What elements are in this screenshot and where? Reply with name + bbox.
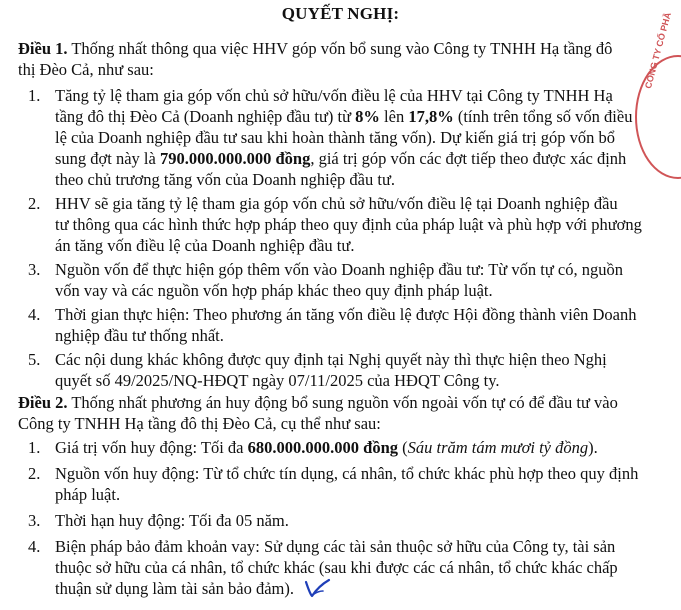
article-1-item-4-line-2: nghiệp đầu tư thống nhất. [55, 326, 224, 345]
list-number: 5. [28, 350, 41, 369]
list-number: 2. [28, 464, 41, 483]
list-number: 4. [28, 305, 41, 324]
stamp-text: CÔNG TY CỔ PHẦ [643, 11, 673, 90]
document-title: QUYẾT NGHỊ: [281, 4, 400, 23]
article-2-item-4-line-2: thuộc sở hữu của cá nhân, tổ chức khác (sau khi được các cá nhân, tổ chức khác chấp [55, 558, 618, 577]
article-2-intro-line-2: Công ty TNHH Hạ tầng đô thị Đèo Cả, cụ thể như sau: [18, 414, 381, 433]
article-1-label: Điều 1. [18, 39, 68, 58]
article-1-item-2-line-2: tư thông qua các hình thức hợp pháp theo quy định của pháp luật và phù hợp với phương [55, 215, 642, 234]
article-1-item-2-line-3: án tăng vốn điều lệ của Doanh nghiệp đầu tư. [55, 236, 355, 255]
article-2-item-1-line-1: Giá trị vốn huy động: Tối đa 680.000.000.000 đồng (Sáu trăm tám mươi tỷ đồng). [55, 438, 598, 457]
article-2-item-3-line-1: Thời hạn huy động: Tối đa 05 năm. [55, 511, 289, 530]
article-1-intro-line-1: Điều 1. Thống nhất thông qua việc HHV góp vốn bổ sung vào Công ty TNHH Hạ tầng đô [18, 39, 613, 58]
article-1-item-1-line-2: tầng đô thị Đèo Cả (Doanh nghiệp đầu tư) từ 8% lên 17,8% (tính trên tổng số vốn điều [55, 107, 633, 126]
article-1-item-3-line-1: Nguồn vốn để thực hiện góp thêm vốn vào Doanh nghiệp đầu tư: Từ vốn tự có, nguồn [55, 260, 623, 279]
article-1-item-1-line-4: sung đợt này là 790.000.000.000 đồng, giá trị góp vốn các đợt tiếp theo được xác định [55, 149, 627, 168]
article-1-intro-line-2: thị Đèo Cả, như sau: [18, 60, 154, 79]
list-number: 2. [28, 194, 41, 213]
list-number: 3. [28, 260, 41, 279]
list-number: 1. [28, 86, 41, 105]
article-2-item-2-line-1: Nguồn vốn huy động: Từ tổ chức tín dụng, cá nhân, tổ chức khác phù hợp theo quy định [55, 464, 639, 483]
list-number: 3. [28, 511, 41, 530]
article-1-item-5-line-2: quyết số 49/2025/NQ-HĐQT ngày 07/11/2025 của HĐQT Công ty. [55, 371, 500, 390]
article-2-item-2-line-2: pháp luật. [55, 485, 121, 504]
article-1-item-4-line-1: Thời gian thực hiện: Theo phương án tăng vốn điều lệ được Hội đồng thành viên Doanh [55, 305, 637, 324]
article-2-item-4-line-1: Biện pháp bảo đảm khoản vay: Sử dụng các tài sản thuộc sở hữu của Công ty, tài sản [55, 537, 616, 556]
list-number: 4. [28, 537, 41, 556]
article-1-item-2-line-1: HHV sẽ gia tăng tỷ lệ tham gia góp vốn chủ sở hữu/vốn điều lệ tại Doanh nghiệp đầu [55, 194, 618, 213]
article-1-item-1-line-1: Tăng tỷ lệ tham gia góp vốn chủ sở hữu/vốn điều lệ của HHV tại Công ty TNHH Hạ [55, 86, 613, 105]
article-2-item-4-line-3: thuận sử dụng làm tài sản bảo đảm). [55, 579, 294, 598]
company-stamp [635, 11, 681, 179]
article-1-item-5-line-1: Các nội dung khác không được quy định tại Nghị quyết này thì thực hiện theo Nghị [55, 350, 607, 369]
article-1-item-1-line-3: lệ của Doanh nghiệp đầu tư sau khi hoàn thành tăng vốn). Dự kiến giá trị góp vốn bổ [55, 128, 615, 147]
article-2-intro-line-1: Điều 2. Thống nhất phương án huy động bổ sung nguồn vốn ngoài vốn tự có để đầu tư vào [18, 393, 618, 412]
article-1-item-1-line-5: theo chủ trương tăng vốn của Doanh nghiệp đầu tư. [55, 170, 396, 189]
article-1-item-3-line-2: vốn vay và các nguồn vốn hợp pháp khác theo quy định pháp luật. [55, 281, 493, 300]
list-number: 1. [28, 438, 41, 457]
article-2-label: Điều 2. [18, 393, 68, 412]
signature-mark [302, 576, 332, 600]
